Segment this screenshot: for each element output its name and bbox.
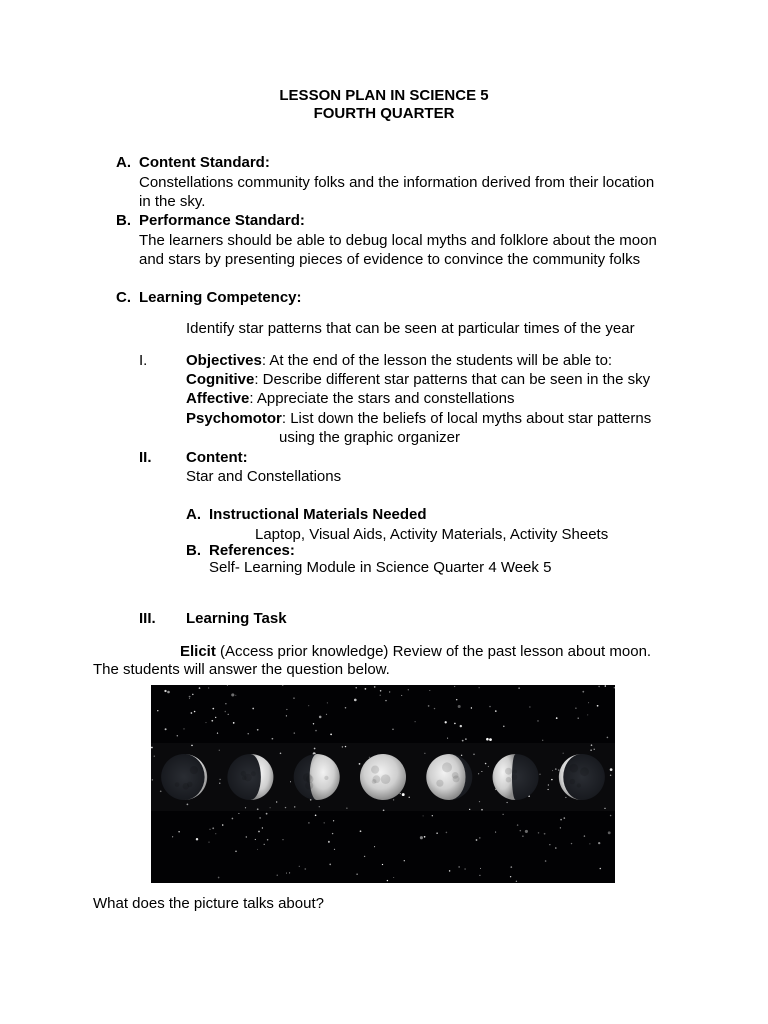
section-a-text-line2: in the sky. (139, 193, 206, 210)
question-text: What does the picture talks about? (93, 895, 324, 912)
references-heading: References: (209, 542, 295, 559)
affective-line (186, 390, 515, 407)
section-c-heading: Learning Competency: (139, 289, 302, 306)
content-heading: Content: (186, 449, 248, 466)
affective-text: : Appreciate the stars and constellations (249, 390, 515, 407)
objectives-text: : At the end of the lesson the students will be able to: (261, 352, 613, 369)
moon-phases-icon (151, 685, 615, 883)
moon-phase-2 (227, 754, 273, 800)
affective-label: Affective (186, 390, 250, 407)
section-c-text: Identify star patterns that can be seen at particular times of the year (186, 320, 635, 337)
elicit-text: (Access prior knowledge) Review of the past lesson about moon. (215, 643, 652, 660)
references-letter: B. (186, 542, 201, 559)
moon-phase-7 (559, 754, 605, 800)
psychomotor-line (186, 410, 651, 427)
content-text: Star and Constellations (186, 468, 342, 485)
materials-text: Laptop, Visual Aids, Activity Materials, Activity Sheets (255, 526, 609, 543)
objectives-numeral: I. (139, 352, 148, 369)
moon-phase-6 (493, 754, 539, 800)
moon-phase-4 (360, 754, 406, 800)
task-numeral: III. (139, 610, 156, 627)
elicit-line (180, 643, 651, 660)
cognitive-line (186, 371, 650, 388)
section-c-letter: C. (116, 289, 131, 306)
section-b-heading: Performance Standard: (139, 212, 305, 229)
section-a-text-line1: Constellations community folks and the information derived from their location (139, 174, 655, 191)
moon-phase-1 (161, 754, 207, 800)
section-b-text-line1: The learners should be able to debug local myths and folklore about the moon (139, 232, 657, 249)
moon-phase-3 (294, 754, 340, 800)
section-a-heading: Content Standard: (139, 154, 270, 171)
materials-heading: Instructional Materials Needed (209, 506, 427, 523)
psychomotor-text: : List down the beliefs of local myths about star patterns (281, 410, 652, 427)
section-a-letter: A. (116, 154, 131, 171)
psychomotor-label: Psychomotor (186, 410, 282, 427)
moon-phases-image (151, 685, 615, 883)
content-numeral: II. (139, 449, 152, 466)
task-heading: Learning Task (186, 610, 287, 627)
objectives-line (186, 352, 612, 369)
materials-letter: A. (186, 506, 201, 523)
page-title: LESSON PLAN IN SCIENCE 5 (279, 87, 489, 104)
references-text: Self- Learning Module in Science Quarter 4 Week 5 (209, 559, 552, 576)
elicit-text-line2: The students will answer the question below. (93, 661, 390, 678)
moon-phase-5 (426, 754, 472, 800)
objectives-heading: Objectives (186, 352, 262, 369)
section-b-letter: B. (116, 212, 131, 229)
elicit-label: Elicit (180, 643, 216, 660)
psychomotor-text-line2: using the graphic organizer (279, 429, 460, 446)
cognitive-text: : Describe different star patterns that can be seen in the sky (254, 371, 651, 388)
cognitive-label: Cognitive (186, 371, 255, 388)
page-subtitle: FOURTH QUARTER (313, 105, 455, 122)
section-b-text-line2: and stars by presenting pieces of evidence to convince the community folks (139, 251, 641, 268)
